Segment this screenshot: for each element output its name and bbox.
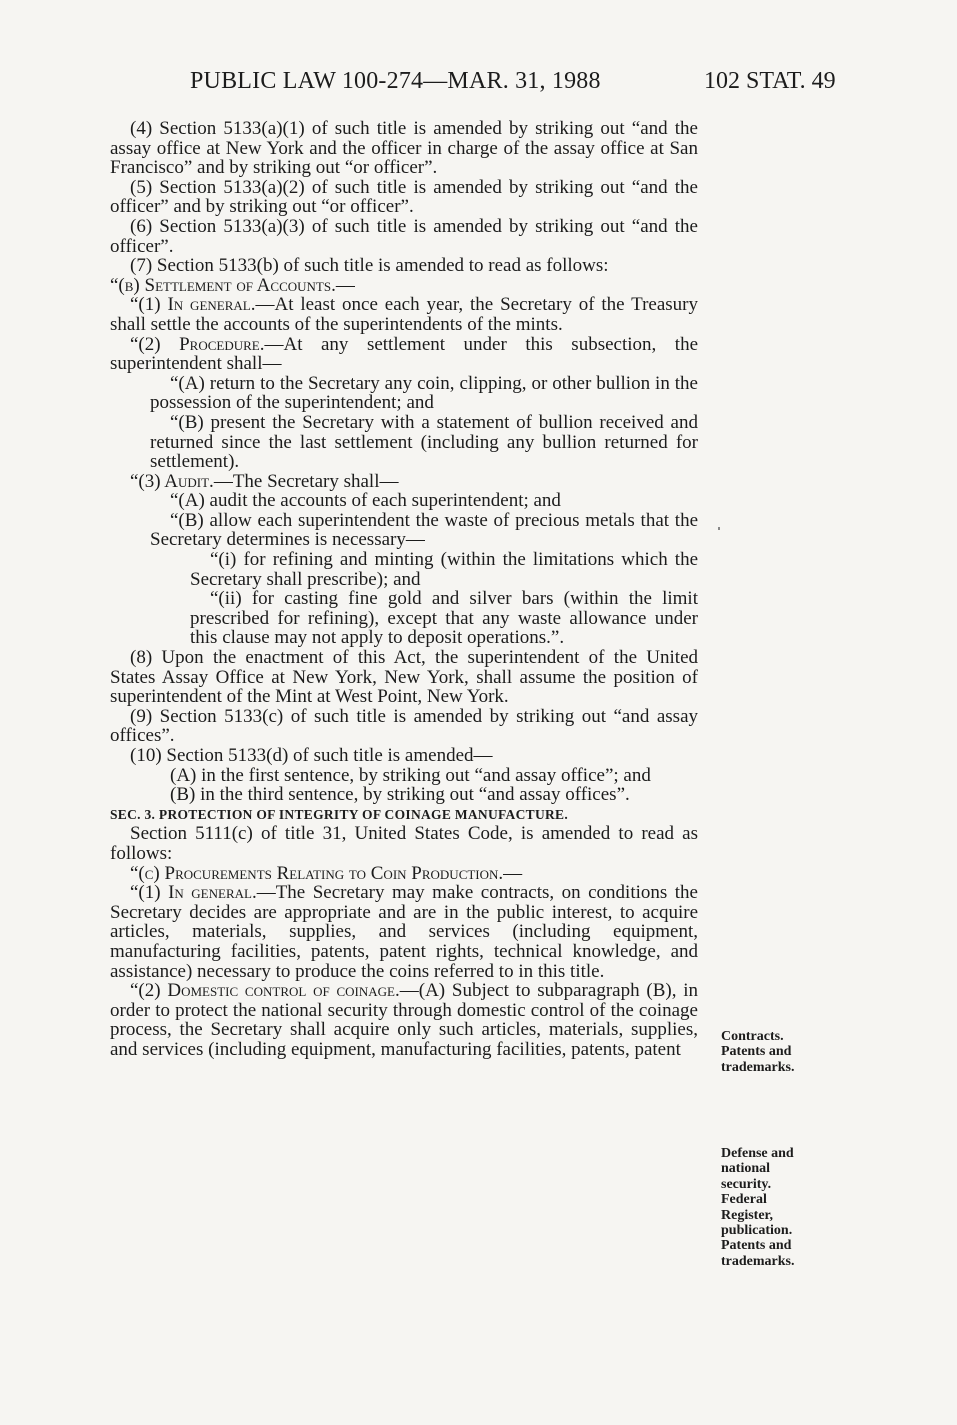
scan-speck	[718, 527, 720, 530]
margin-note-line: Register,	[721, 1207, 773, 1223]
paragraph-4: (4) Section 5133(a)(1) of such title is amended by striking out “and the assay office at New York and the officer in charge of the assay office at San Francisco” and by striking out “or officer”.	[110, 118, 698, 179]
subsection-b-3-text: —The Secretary shall—	[213, 470, 399, 492]
margin-note-line: trademarks.	[721, 1059, 795, 1075]
margin-note-line: security.	[721, 1176, 772, 1192]
subsection-b-2-text: —At any settlement under this subsection, the superintendent shall—	[110, 333, 698, 375]
margin-note-line: Patents and	[721, 1044, 792, 1060]
margin-note-line: publication.	[721, 1223, 793, 1239]
paragraph-10-A: (A) in the first sentence, by striking out “and assay office”; and	[170, 764, 651, 786]
subsection-b-1	[110, 295, 698, 334]
margin-note-line: national	[721, 1161, 771, 1177]
subsection-b-2	[110, 335, 698, 374]
subsection-c-1-label: “(1) In general.	[130, 882, 257, 904]
subsection-c-heading: “(c) Procurements Relating to Coin Production.—	[130, 862, 523, 884]
paragraph-10-B: (B) in the third sentence, by striking out “and assay offices”.	[170, 784, 630, 806]
margin-note-line: Federal	[721, 1192, 767, 1208]
subsection-c-2	[110, 981, 698, 1059]
subsection-b-2-A: “(A) return to the Secretary any coin, clipping, or other bullion in the possession of the superintendent; and	[150, 372, 698, 414]
subsection-b-heading: “(b) Settlement of Accounts.—	[110, 274, 355, 296]
subsection-b-2-label: “(2) Procedure.	[130, 333, 265, 355]
paragraph-7: (7) Section 5133(b) of such title is amended to read as follows:	[130, 255, 609, 277]
section-3-heading: SEC. 3. PROTECTION OF INTEGRITY OF COINAGE MANUFACTURE.	[110, 806, 569, 822]
paragraph-5: (5) Section 5133(a)(2) of such title is amended by striking out “and the officer” and by striking out “or officer”.	[110, 176, 698, 218]
subsection-b-3-B-i: “(i) for refining and minting (within the limitations which the Secretary shall prescribe); and	[190, 549, 698, 590]
margin-note-contracts	[721, 1029, 795, 1075]
section-3-intro: Section 5111(c) of title 31, United States Code, is amended to read as follows:	[110, 823, 698, 864]
paragraph-10: (10) Section 5133(d) of such title is amended—	[130, 745, 493, 766]
subsection-b-1-text: —At least once each year, the Secretary of the Treasury shall settle the accounts of the superintendents of the mints.	[110, 294, 698, 335]
margin-note-line: Defense and	[721, 1146, 794, 1161]
subsection-b-3-B: “(B) allow each superintendent the waste of precious metals that the Secretary determines is necessary—	[150, 509, 698, 551]
page-header-stat-ref: 102 STAT. 49	[704, 68, 836, 94]
subsection-c-1	[110, 883, 698, 981]
paragraph-9: (9) Section 5133(c) of such title is amended by striking out “and assay offices”.	[110, 705, 698, 747]
margin-note-line: Patents and	[721, 1238, 792, 1254]
subsection-b-3-A: “(A) audit the accounts of each superintendent; and	[170, 490, 561, 512]
subsection-b-3-label: “(3) Audit.	[130, 470, 214, 492]
subsection-c-2-text: —(A) Subject to subparagraph (B), in order to protect the national security through domestic control of the coinage process, the Secretary shall acquire only such articles, materials, supplies, and services (including equipment, manufacturing facilities, patents, patent	[110, 980, 698, 1060]
margin-note-defense	[721, 1146, 795, 1269]
page-header-title: PUBLIC LAW 100-274—MAR. 31, 1988	[190, 68, 601, 94]
paragraph-6: (6) Section 5133(a)(3) of such title is amended by striking out “and the officer”.	[110, 215, 698, 257]
subsection-b-1-label: “(1) In general.	[130, 294, 256, 316]
margin-note-line: trademarks.	[721, 1253, 795, 1269]
margin-note-line: Contracts.	[721, 1029, 784, 1044]
subsection-b-2-B: “(B) present the Secretary with a statement of bullion received and returned since the last settlement (including any bullion returned for settlement).	[150, 411, 698, 473]
subsection-c-2-label: “(2) Domestic control of coinage.	[130, 980, 400, 1002]
subsection-b-3	[110, 472, 698, 492]
paragraph-8: (8) Upon the enactment of this Act, the superintendent of the United States Assay Office at New York, New York, shall assume the position of superintendent of the Mint at West Point, New York.	[110, 647, 698, 708]
body-text	[110, 119, 698, 1060]
subsection-c-1-text: —The Secretary may make contracts, on conditions the Secretary decides are appropriate and are in the public interest, to acquire articles, materials, supplies, and services (including equipment, manufacturing facilities, patents, patent rights, technical knowledge, and assistance) necessary to produce the coins referred to in this title.	[110, 882, 698, 982]
subsection-b-3-B-ii: “(ii) for casting fine gold and silver bars (within the limit prescribed for refining), except that any waste allowance under this clause may not apply to deposit operations.”.	[190, 588, 698, 649]
